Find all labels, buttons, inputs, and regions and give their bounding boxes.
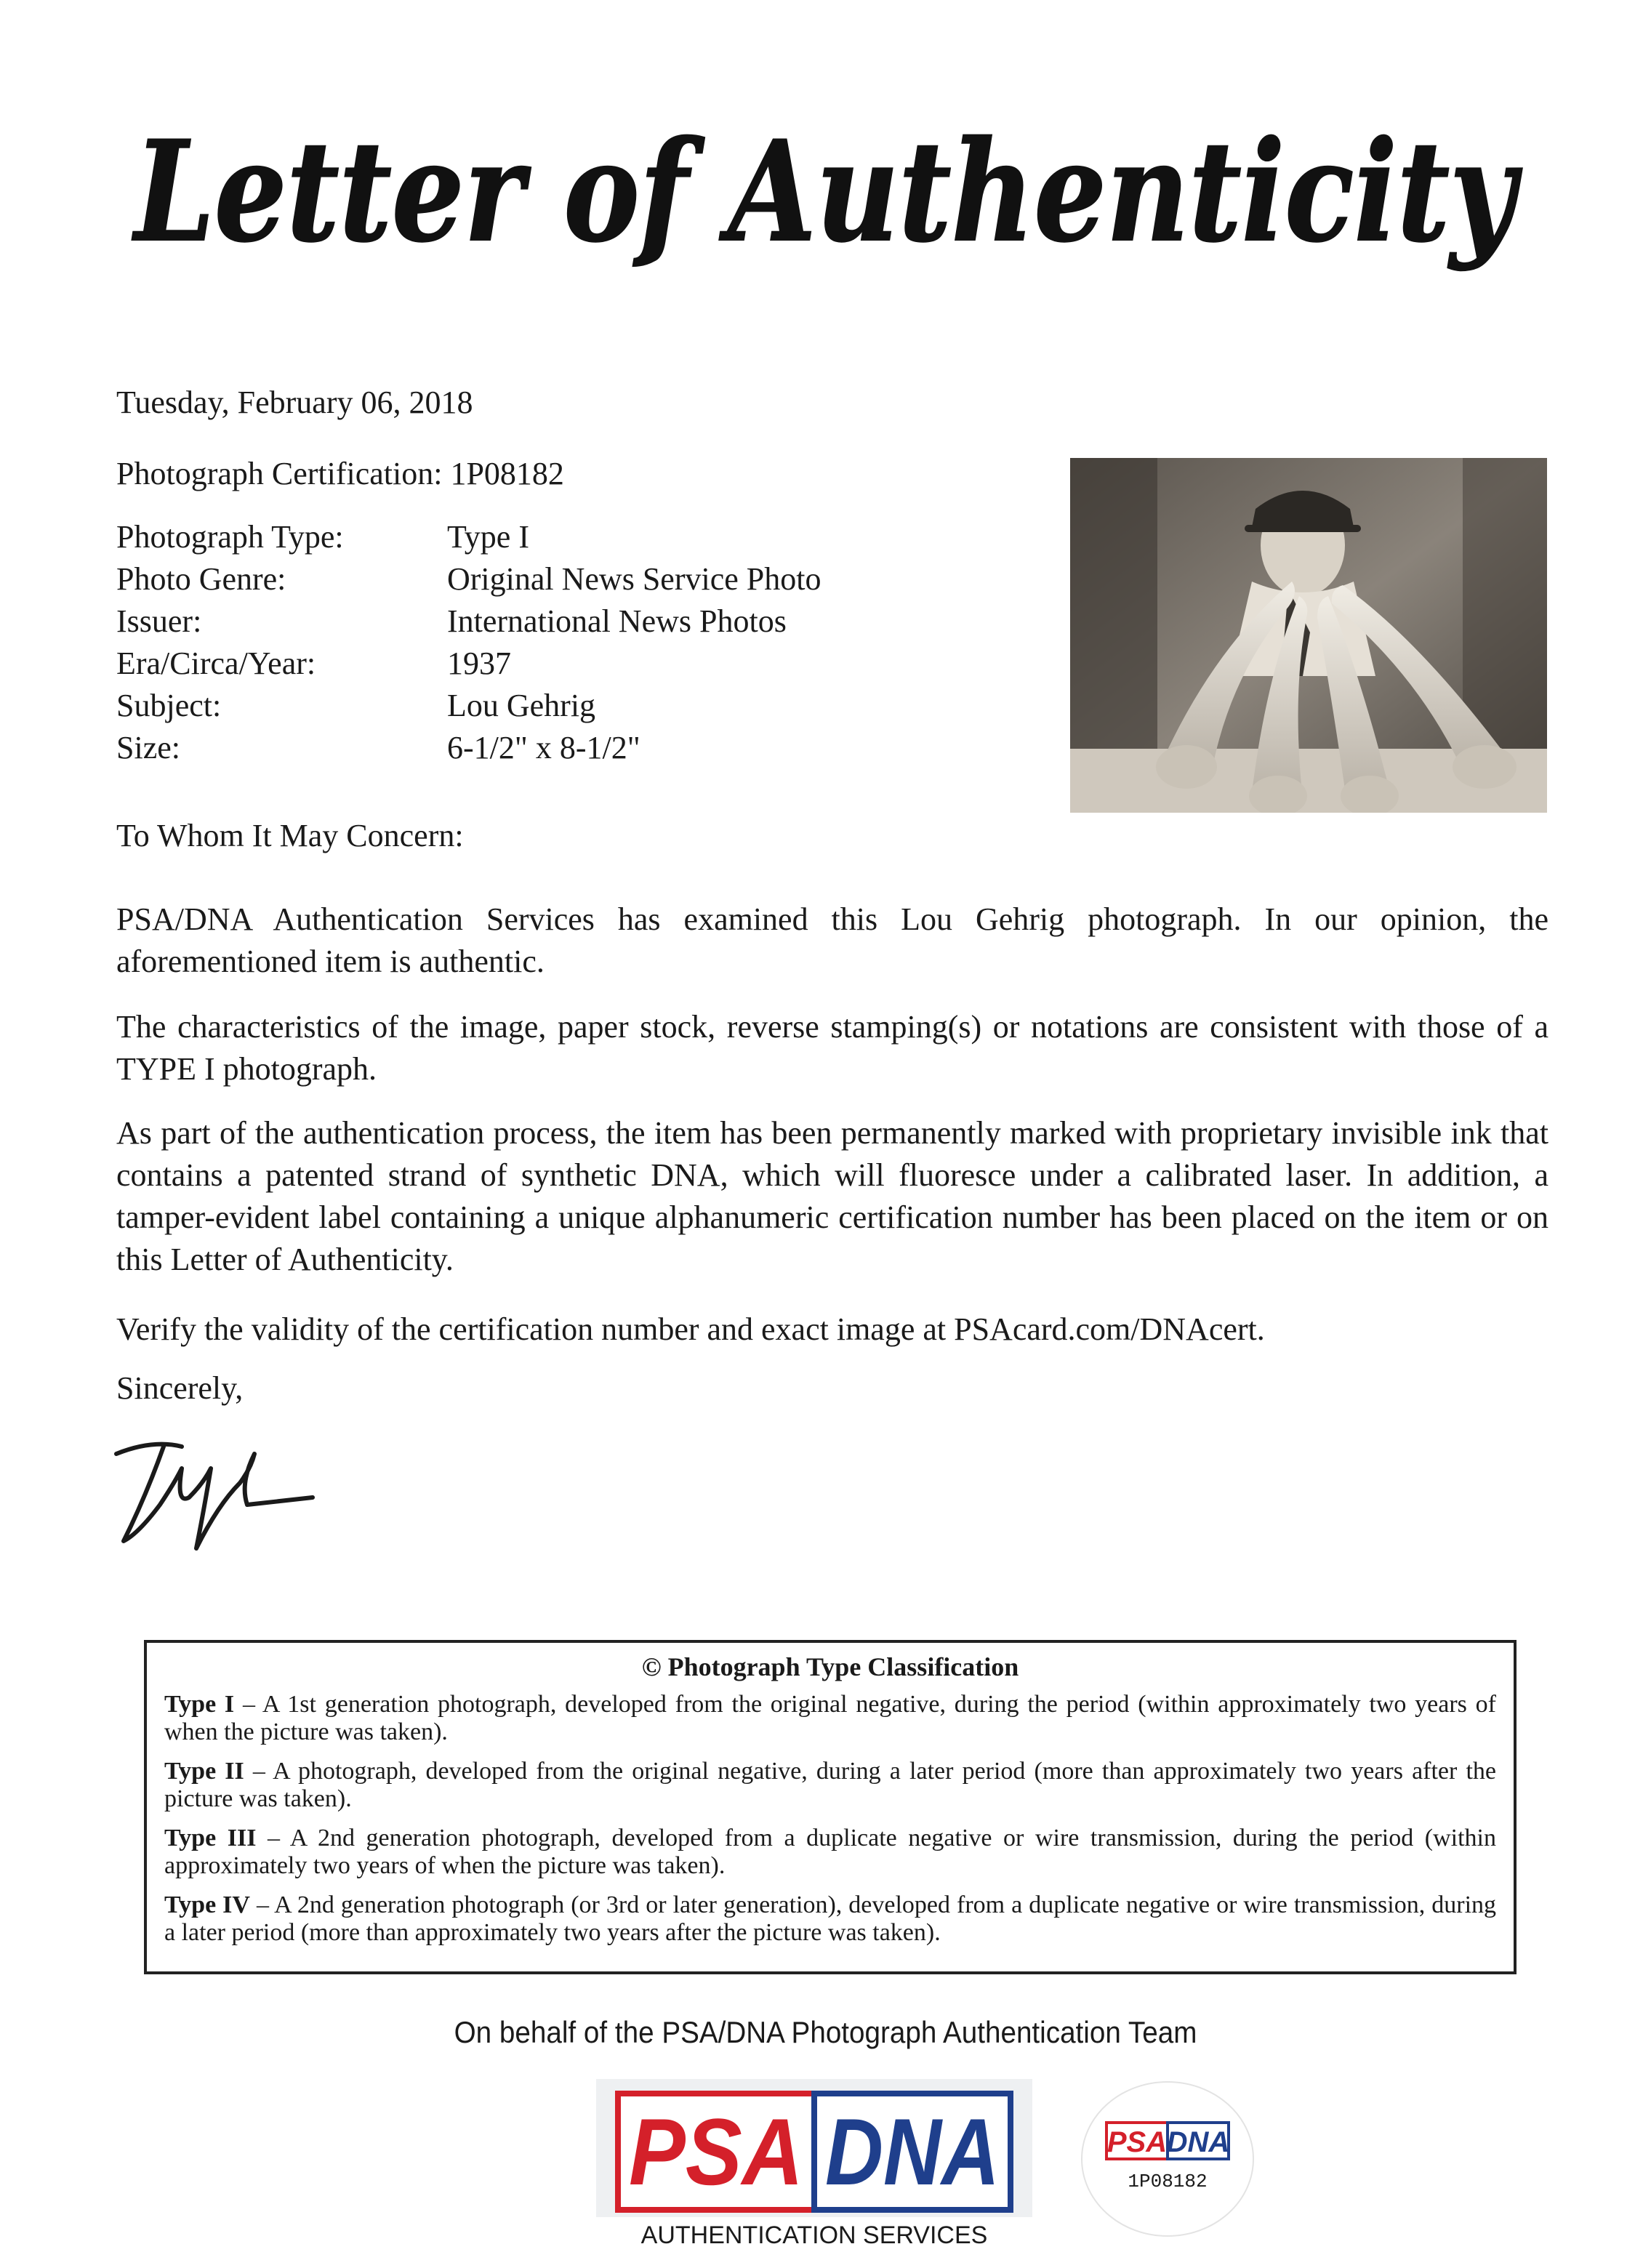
letter-title <box>0 87 1651 305</box>
salutation: To Whom It May Concern: <box>116 818 464 853</box>
certification-number: Photograph Certification: 1P08182 <box>116 456 564 491</box>
detail-value: Lou Gehrig <box>447 688 596 723</box>
closing: Sincerely, <box>116 1370 244 1406</box>
detail-row-genre <box>116 558 821 600</box>
photo-details <box>116 516 821 769</box>
signature <box>95 1425 327 1556</box>
detail-label: Subject: <box>116 688 222 723</box>
classification-item <box>164 1891 1496 1947</box>
logo-psa-text: PSA <box>629 2099 803 2205</box>
classification-title: © Photograph Type Classification <box>641 1652 1019 1681</box>
behalf-line: On behalf of the PSA/DNA Photograph Authentication Team <box>454 2015 1197 2049</box>
detail-row-issuer <box>116 600 821 643</box>
sticker-dna-text: DNA <box>1166 2126 1230 2158</box>
paragraph-process: As part of the authentication process, the item has been permanently marked with proprietary invisible ink that contains a patented strand of synthetic DNA, which will fluoresce under a calibrated laser. In addition, a tamper-evident label containing a unique alphanumeric certification number has been placed on the item or on this Letter of Authenticity. <box>116 1115 1548 1277</box>
classification-desc: – A 2nd generation photograph, developed from a duplicate negative or wire transmission, during the period (within approximately two years of when the picture was taken). <box>164 1825 1496 1879</box>
detail-label: Era/Circa/Year: <box>116 646 316 681</box>
sticker-cert-number: 1P08182 <box>1128 2171 1208 2192</box>
detail-value: Type I <box>447 519 529 555</box>
logo-subtitle: AUTHENTICATION SERVICES <box>640 2221 988 2249</box>
detail-label: Size: <box>116 730 180 765</box>
classification-item <box>164 1758 1496 1813</box>
detail-value: International News Photos <box>447 603 787 639</box>
classification-type: Type II <box>164 1758 244 1785</box>
detail-row-subject <box>116 685 821 727</box>
logo-mark <box>596 2079 1032 2217</box>
classification-desc: – A photograph, developed from the original negative, during a later period (more than approximately two years after the picture was taken). <box>164 1758 1497 1812</box>
detail-row-size <box>116 727 821 769</box>
paragraph-characteristics: The characteristics of the image, paper stock, reverse stamping(s) or notations are consistent with those of a TYPE I photograph. <box>116 1009 1548 1087</box>
paragraph-verify: Verify the validity of the certification number and exact image at PSAcard.com/DNAcert. <box>116 1311 1265 1347</box>
logo-dna-text: DNA <box>825 2099 1000 2205</box>
letter-date: Tuesday, February 06, 2018 <box>116 385 473 420</box>
paragraph-examined: PSA/DNA Authentication Services has examined this Lou Gehrig photograph. In our opinion, the aforementioned item is authentic. <box>116 901 1548 979</box>
authentication-sticker <box>1080 2079 1255 2239</box>
classification-item <box>164 1691 1496 1746</box>
sticker-psa-text: PSA <box>1106 2126 1168 2158</box>
classification-desc: – A 1st generation photograph, developed from the original negative, during the period (within approximately two years of when the picture was taken). <box>164 1691 1497 1745</box>
classification-type: Type III <box>164 1825 257 1851</box>
classification-item <box>164 1825 1496 1880</box>
detail-label: Photograph Type: <box>116 519 344 555</box>
detail-label: Issuer: <box>116 603 202 639</box>
detail-row-type <box>116 516 821 558</box>
psa-dna-logo <box>596 2079 1032 2251</box>
detail-value: 6-1/2" x 8-1/2" <box>447 730 640 765</box>
photograph-type-classification <box>144 1640 1517 1974</box>
subject-photograph <box>1070 458 1547 813</box>
classification-desc: – A 2nd generation photograph (or 3rd or later generation), developed from a duplicate negative or wire transmission, during a later period (more than approximately two years after the picture was taken). <box>164 1891 1497 1946</box>
detail-value: Original News Service Photo <box>447 561 822 597</box>
detail-value: 1937 <box>447 646 511 681</box>
detail-label: Photo Genre: <box>116 561 286 597</box>
classification-type: Type IV <box>164 1891 250 1918</box>
detail-row-era <box>116 643 821 685</box>
title-text: Letter of Authenticity <box>131 110 1523 273</box>
classification-type: Type I <box>164 1691 235 1718</box>
